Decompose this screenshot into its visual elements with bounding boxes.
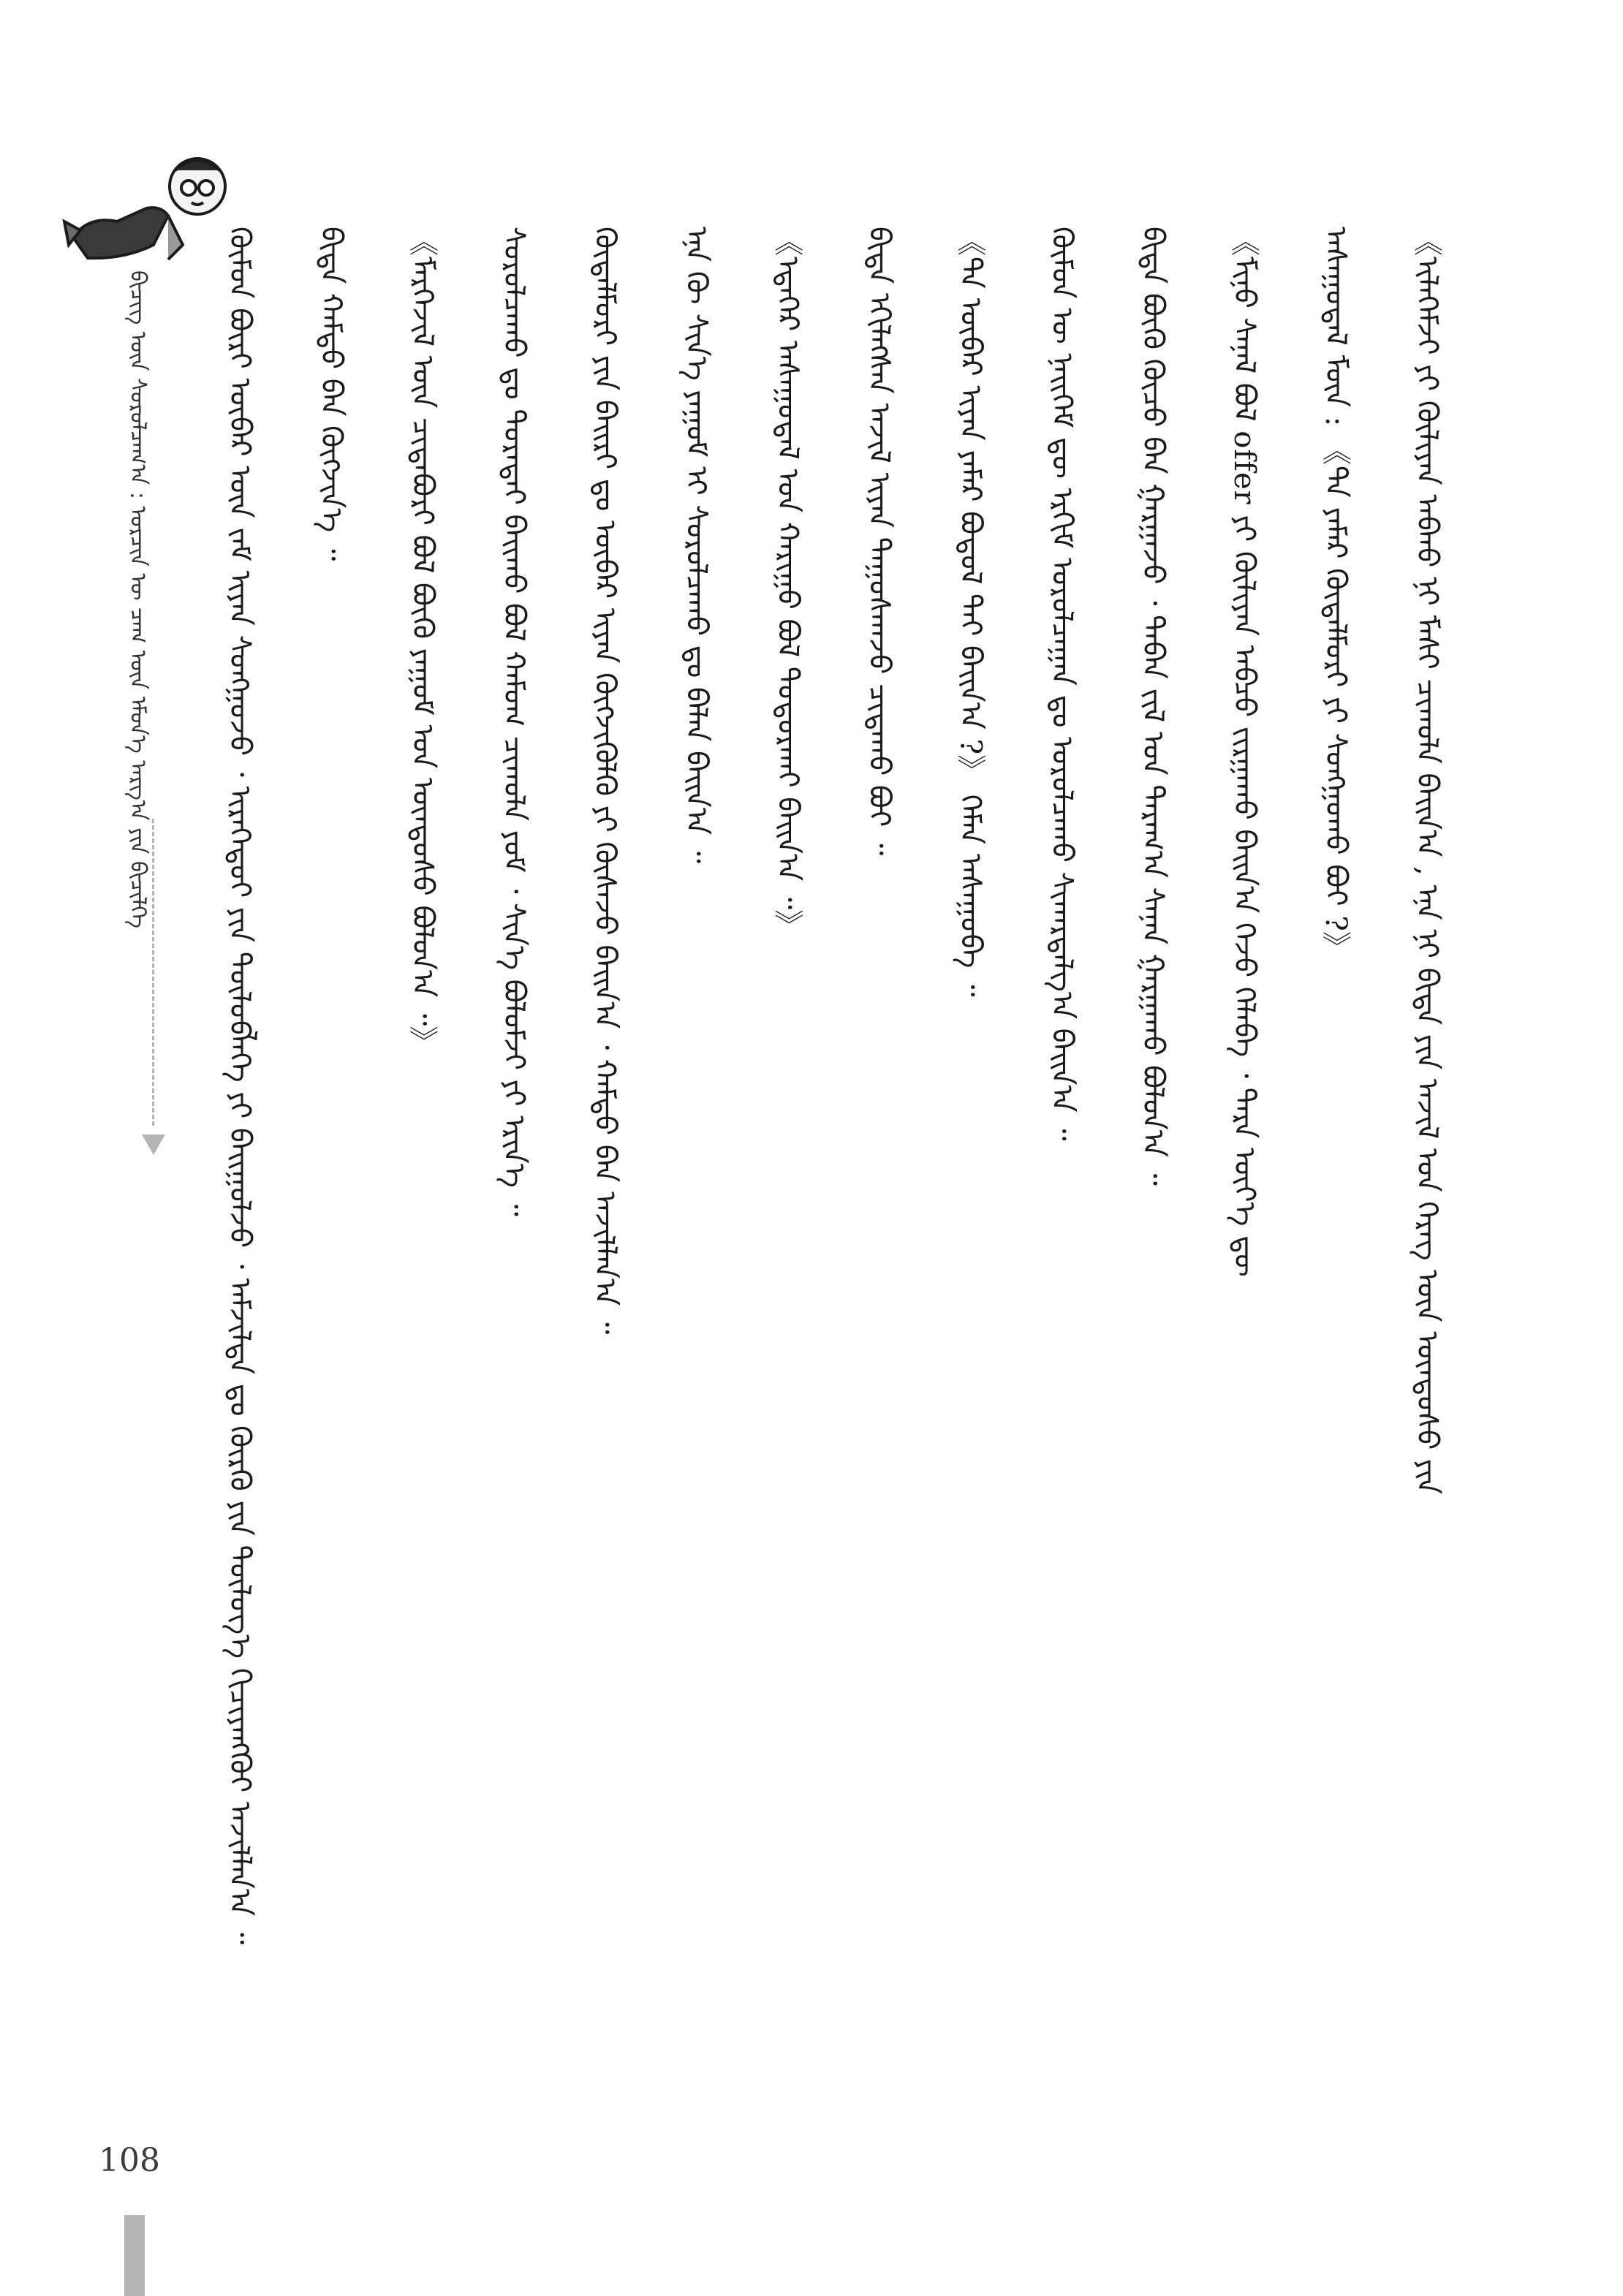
text-column: 《ᠲᠠ ᠥᠪᠡᠷ ᠢᠶᠡᠨ ᠶᠠᠮᠠᠷ ᠪᠣᠳᠣᠯ ᠲᠠᠢ ᠪᠠᠢᠨ᠎ᠠ ?》 ᠬᠡᠮᠡᠨ ᠠᠰᠠᠭᠤᠪᠠ ᠃ <box>953 227 988 997</box>
text-column: ᠰᠤᠷᠤᠯᠴᠠᠬᠤ ᠳᠤ ᠳᠤᠷᠠᠲᠠᠢ ᠪᠠᠢᠬᠤ ᠪᠣᠯ ᠬᠠᠮᠤᠭ ᠴᠢᠬᠤᠯᠠ ᠶᠤᠮ ᠂ ᠰᠢᠨ᠎ᠡ ᠪᠣᠯᠤᠮᠵᠢ ᠶᠢ ᠡᠷᠢᠨ᠎ᠡ ᠃ <box>496 227 531 1216</box>
body-text <box>219 227 1448 2069</box>
page-number: 108 <box>99 2142 160 2179</box>
text-column: ᠬᠦᠮᠦᠨ ᠦ ᠨᠡᠢᠭᠡᠮ ᠳᠦ ᠡᠷᠬᠢᠮ ᠤᠷᠤᠯᠴᠠᠭᠠᠨ ᠳᠤ ᠣᠷᠤᠯᠴᠠᠬᠤ ᠰᠢᠬᠠᠷᠳᠠᠯᠭ᠎ᠠ ᠪᠠᠢᠨ᠎ᠠ ᠃ <box>1045 227 1079 1141</box>
text-column: 《ᠢᠯᠡᠭᠡᠮᠵᠢ ᠶᠢ ᠬᠦᠯᠢᠶᠡᠨ ᠠᠪᠬᠤ ᠨᠢ ᠮᠠᠰᠢ ᠴᠢᠬᠤᠯᠠ ᠪᠠᠢᠨ᠎ᠠ , ᠡᠨᠡ ᠨᠢ ᠪᠢᠳᠡ ᠶᠢᠨ ᠠᠵᠢᠯ ᠤᠨ ᠬᠡᠷᠡᠭ ᠦᠨ ᠦᠨᠳᠦᠰᠦ ᠶᠢᠨ <box>1410 227 1444 1495</box>
text-column: 《ᠮᠢᠨᠦ ᠰᠠᠨᠠᠯ ᠪᠣᠯ offer ᠶᠢ ᠬᠦᠯᠢᠶᠡᠨ ᠠᠪᠴᠤ ᠵᠢᠷᠭᠠᠬᠤ ᠪᠠᠢᠨ᠎ᠠ ᠭᠡᠵᠦ ᠬᠡᠯᠡᠪᠡ ᠂ ᠲᠡᠷᠡ ᠦᠶ᠎ᠡ ᠳᠦ <box>1227 227 1262 1277</box>
text-column: ᠪᠢᠳᠡ ᠬᠠᠮᠲᠤ ᠪᠡᠨ ᠬᠥᠭᠵᠢᠨ᠎ᠡ ᠃ <box>314 227 348 561</box>
text-column: ᠪᠢᠳᠡ ᠪᠦᠬᠦ ᠬᠦᠴᠦ ᠪᠡᠨ ᠭᠠᠷᠭᠠᠵᠤ ᠂ ᠲᠠᠪᠠᠨ ᠵᠢᠯ ᠤᠨ ᠳᠠᠷᠠᠭ᠎ᠠ ᠰᠠᠨᠠᠨ ᠭᠠᠷᠭᠠᠬᠤ ᠪᠣᠯᠤᠨ᠎ᠠ ᠃ <box>1136 227 1170 1186</box>
page-edge-marker <box>124 2215 145 2296</box>
text-column: ᠬᠦᠮᠦᠨ ᠪᠦᠷᠢ ᠥᠪᠡᠷ ᠦᠨ ᠵᠠᠮ ᠢᠶᠠᠨ ᠰᠣᠩᠭᠣᠵᠤ ᠂ ᠢᠷᠡᠭᠡᠳᠦᠢ ᠶᠢᠨ ᠲᠥᠯᠦᠪᠯᠡᠭᠡ ᠶᠢ ᠪᠠᠢᠭᠤᠯᠵᠤ ᠂ ᠠᠮᠵᠢᠯᠲᠠ ᠳᠤ ᠬᠦᠷᠬᠦ ᠶᠢᠨ ᠲᠥᠯᠥᠭ᠎ᠡ ᠬᠢᠴᠢᠶᠡᠩᠭᠦᠢ ᠠᠵᠢᠯᠯᠠᠨ᠎ᠠ ᠃ <box>223 227 257 1945</box>
text-column: 《ᠡᠳᠡᠭᠡᠷ ᠠᠰᠠᠭᠤᠳᠠᠯ ᠤᠨ ᠬᠠᠷᠢᠭᠤ ᠪᠣᠯ ᠲᠣᠳᠣᠷᠬᠠᠢ ᠪᠠᠢᠨ᠎ᠠ ᠃》 <box>771 227 805 940</box>
mascot-illustration <box>58 135 227 274</box>
header-arrow-icon <box>142 1134 165 1155</box>
running-header: ᠪᠢᠴᠢᠭ᠌ ᠦᠨ ᠰᠤᠷᠤᠯᠴᠠᠭ᠎ᠠ : ᠣᠷᠴᠢᠨ ᠦ ᠴᠠᠭ ᠦᠨ ᠡᠮᠦᠨ᠎ᠡ ᠠᠷᠭ᠎ᠠ ᠶᠢᠨ ᠪᠢᠴᠢᠯᠭᠡ <box>125 270 151 928</box>
header-divider <box>152 819 154 1126</box>
text-column: 《ᠮᠡᠷᠭᠡᠵᠢᠯ ᠦᠨ ᠴᠢᠳᠠᠪᠤᠷᠢ ᠪᠣᠯ ᠪᠦᠬᠦ ᠶᠠᠭᠤᠮ ᠤᠨ ᠦᠨᠳᠦᠰᠦ ᠪᠣᠯᠤᠨ᠎ᠠ ᠃》 <box>405 227 439 1056</box>
text-column: ᠪᠢᠳᠡ ᠡᠬᠢᠯᠡᠭᠰᠡᠨ ᠠᠵᠢᠯ ᠢᠶᠠᠨ ᠳᠠᠭᠤᠰᠬᠠᠵᠤ ᠴᠢᠳᠠᠬᠤ ᠪᠤᠢ ᠃ <box>862 227 896 856</box>
text-column: ᠡᠨᠡ ᠬᠦ ᠰᠢᠨ᠎ᠡ ᠶᠠᠭᠤᠮ ᠢ ᠰᠤᠷᠤᠯᠴᠠᠬᠤ ᠳᠤ ᠪᠡᠯᠡᠨ ᠪᠠᠢᠨ᠎ᠠ ᠃ <box>679 227 714 864</box>
text-column: ᠬᠥᠳᠡᠯᠮᠦᠷᠢ ᠶᠢᠨ ᠪᠠᠢᠷᠢ ᠳᠤ ᠥᠪᠡᠷ ᠢᠶᠡᠨ ᠬᠥᠭᠵᠢᠭᠦᠯᠬᠦ ᠶᠢ ᠬᠦᠰᠡᠵᠦ ᠪᠠᠢᠨ᠎ᠠ ᠂ ᠬᠠᠮᠲᠤ ᠪᠡᠨ ᠠᠵᠢᠯᠯᠠᠨ᠎ᠠ ᠃ <box>588 227 622 1335</box>
text-column: ᠠᠰᠠᠭᠤᠳᠠᠯ ᠮᠥᠨ : 《ᠲᠠ ᠶᠠᠮᠠᠷ ᠬᠥᠳᠡᠯᠮᠦᠷᠢ ᠶᠢ ᠰᠣᠩᠭᠣᠬᠤ ᠪᠤᠢ ?》 <box>1319 227 1353 961</box>
